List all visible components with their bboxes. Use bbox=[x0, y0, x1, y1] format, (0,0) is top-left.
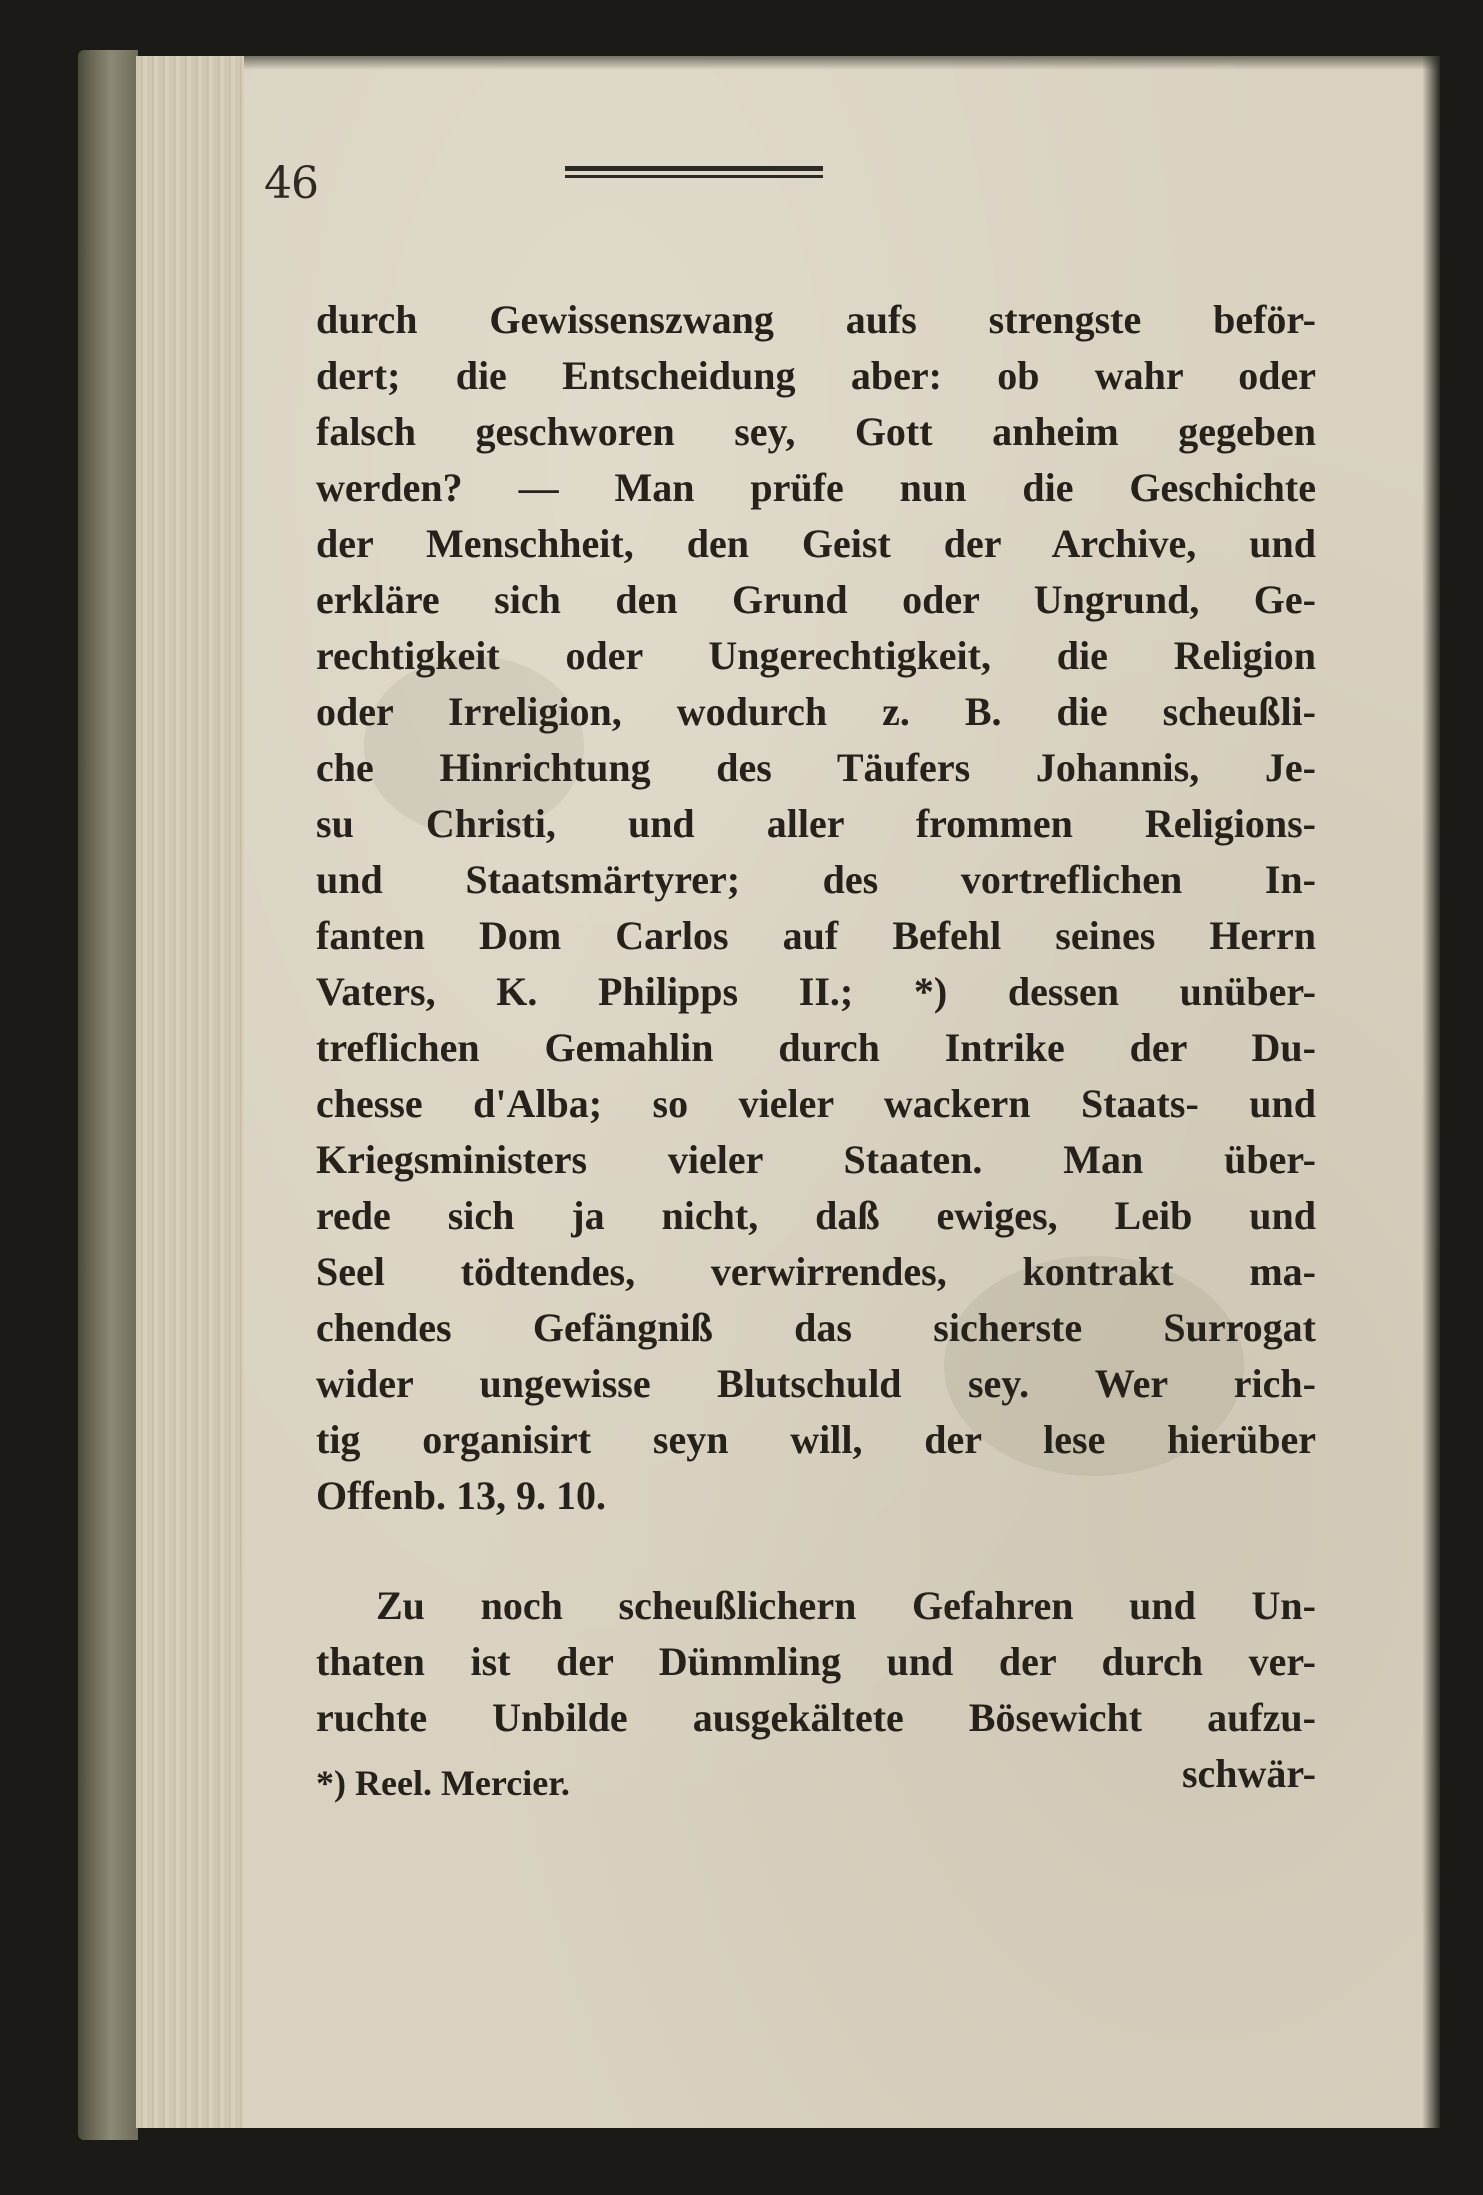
body-text bbox=[316, 292, 1316, 1802]
text-line: oder Irreligion, wodurch z. B. die scheußli- bbox=[316, 689, 1316, 734]
page-stack-edges bbox=[136, 56, 246, 2128]
page-right-shadow bbox=[1422, 56, 1440, 2128]
text-line: rechtigkeit oder Ungerechtigkeit, die Religion bbox=[316, 633, 1316, 678]
text-line: Seel tödtendes, verwirrendes, kontrakt ma- bbox=[316, 1249, 1316, 1294]
text-line: Zu noch scheußlichern Gefahren und Un- bbox=[376, 1583, 1316, 1628]
text-line: Kriegsministers vieler Staaten. Man über- bbox=[316, 1137, 1316, 1182]
text-line: und Staatsmärtyrer; des vortreflichen In- bbox=[316, 857, 1316, 902]
text-line: Offenb. 13, 9. 10. bbox=[316, 1473, 606, 1518]
text-line: treflichen Gemahlin durch Intrike der Du- bbox=[316, 1025, 1316, 1070]
text-line: wider ungewisse Blutschuld sey. Wer rich- bbox=[316, 1361, 1316, 1406]
book-spine-edge bbox=[78, 50, 138, 2140]
text-line: che Hinrichtung des Täufers Johannis, Je- bbox=[316, 745, 1316, 790]
page-top-shadow bbox=[244, 56, 1440, 70]
text-line: der Menschheit, den Geist der Archive, und bbox=[316, 521, 1316, 566]
catchword: schwär- bbox=[1181, 1751, 1316, 1796]
text-line: tig organisirt seyn will, der lese hierüber bbox=[316, 1417, 1316, 1462]
text-line: erkläre sich den Grund oder Ungrund, Ge- bbox=[316, 577, 1316, 622]
page-number: 46 bbox=[264, 158, 318, 209]
text-line: su Christi, und aller frommen Religions- bbox=[316, 801, 1316, 846]
text-line: chendes Gefängniß das sicherste Surrogat bbox=[316, 1305, 1316, 1350]
header-rule bbox=[565, 166, 823, 182]
text-line: thaten ist der Dümmling und der durch ver- bbox=[316, 1639, 1316, 1684]
text-line: durch Gewissenszwang aufs strengste beför- bbox=[316, 297, 1316, 342]
text-line: ruchte Unbilde ausgekältete Bösewicht aufzu- bbox=[316, 1695, 1316, 1740]
text-line: dert; die Entscheidung aber: ob wahr oder bbox=[316, 353, 1316, 398]
footnote: *) Reel. Mercier. bbox=[316, 1763, 570, 1803]
text-line: falsch geschworen sey, Gott anheim gegeben bbox=[316, 409, 1316, 454]
text-line: rede sich ja nicht, daß ewiges, Leib und bbox=[316, 1193, 1316, 1238]
text-line: fanten Dom Carlos auf Befehl seines Herrn bbox=[316, 913, 1316, 958]
text-line: chesse d'Alba; so vieler wackern Staats- und bbox=[316, 1081, 1316, 1126]
text-line: Vaters, K. Philipps II.; *) dessen unüber- bbox=[316, 969, 1316, 1014]
text-line: werden? — Man prüfe nun die Geschichte bbox=[316, 465, 1316, 510]
